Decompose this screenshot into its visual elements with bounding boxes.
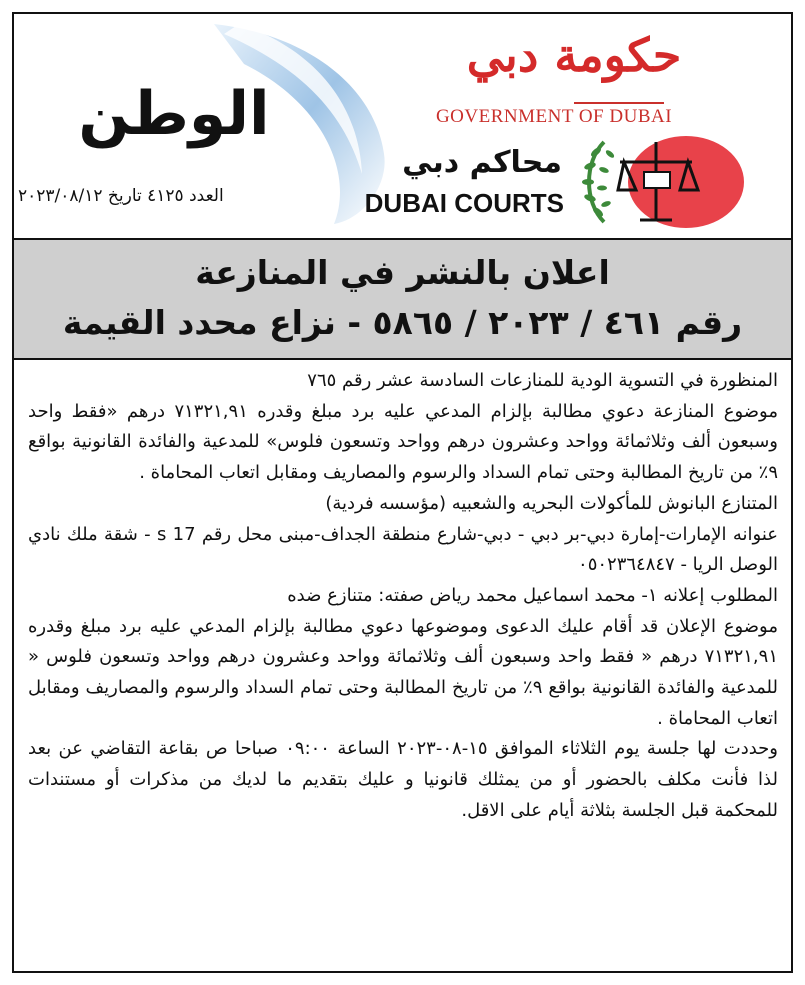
notice-paragraph: المنظورة في التسوية الودية للمنازعات السادسة عشر رقم ٧٦٥ (307, 370, 778, 391)
notice-title-line-2: رقم ٤٦١ / ٢٠٢٣ / ٥٨٦٥ - نزاع محدد القيمة (62, 303, 743, 342)
notice-paragraph: موضوع الإعلان قد أقام عليك الدعوى وموضوعها دعوي مطالبة بإلزام المدعي عليه برد مبلغ وقدره ٧١٣٢١,٩١ درهم « فقط واحد وسبعون ألف وثلاثمائة وواحد وعشرون درهم وواحد وتسعون فلوس « للمدعية والفائدة القانونية بواقع ٩٪ من تاريخ المطالبة وحتى تمام السداد والرسوم والمصاريف ومقابل اتعاب المحاماة . (28, 615, 778, 729)
courts-emblem-icon (574, 132, 746, 232)
issue-number-date: العدد ٤١٢٥ تاريخ ٢٠٢٣/٠٨/١٢ (18, 186, 224, 206)
courts-name-english: DUBAI COURTS (364, 188, 564, 218)
notice-header (14, 14, 791, 236)
notice-title-band (14, 238, 791, 360)
notice-paragraph: عنوانه الإمارات-إمارة دبي-بر دبي - دبي-شارع منطقة الجداف-مبنى محل رقم s 17 - شقة ملك نادي الوصل الريا - ٠٥٠٢٣٦٤٨٤٧ (28, 523, 778, 576)
courts-name-arabic: محاكم دبي (402, 145, 562, 180)
newspaper-name: الوطن (78, 79, 270, 149)
government-logo-rule (574, 102, 664, 104)
notice-paragraph: المطلوب إعلانه ١- محمد اسماعيل محمد رياض صفته: متنازع ضده (287, 584, 778, 606)
notice-paragraph: موضوع المنازعة دعوي مطالبة بإلزام المدعي عليه برد مبلغ وقدره ٧١٣٢١,٩١ درهم «فقط واحد وسبعون ألف وثلاثمائة وواحد وعشرون درهم وواحد وتسعون فلوس» للمدعية والفائدة القانونية بواقع ٩٪ من تاريخ المطالبة وحتى تمام السداد والرسوم والمصاريف ومقابل اتعاب المحاماة . (28, 400, 778, 484)
government-name-english: GOVERNMENT OF DUBAI (435, 106, 673, 127)
notice-body (28, 366, 778, 827)
notice-frame (12, 12, 793, 973)
notice-paragraph: المتنازع البانوش للمأكولات البحريه والشعبيه (مؤسسه فردية) (325, 492, 778, 514)
government-name-arabic: حكومة دبي (466, 28, 682, 82)
notice-paragraph: وحددت لها جلسة يوم الثلاثاء الموافق ١٥-٠٨-٢٠٢٣ الساعة ٠٩:٠٠ صباحا ص بقاعة التقاضي عن بعد لذا فأنت مكلف بالحضور أو من يمثلك قانونيا و عليك بتقديم ما لديك من مذكرات أو مستندات للمحكمة قبل الجلسة بثلاثة أيام على الاقل. (28, 738, 778, 821)
notice-title-line-1: اعلان بالنشر في المنازعة (195, 253, 610, 292)
